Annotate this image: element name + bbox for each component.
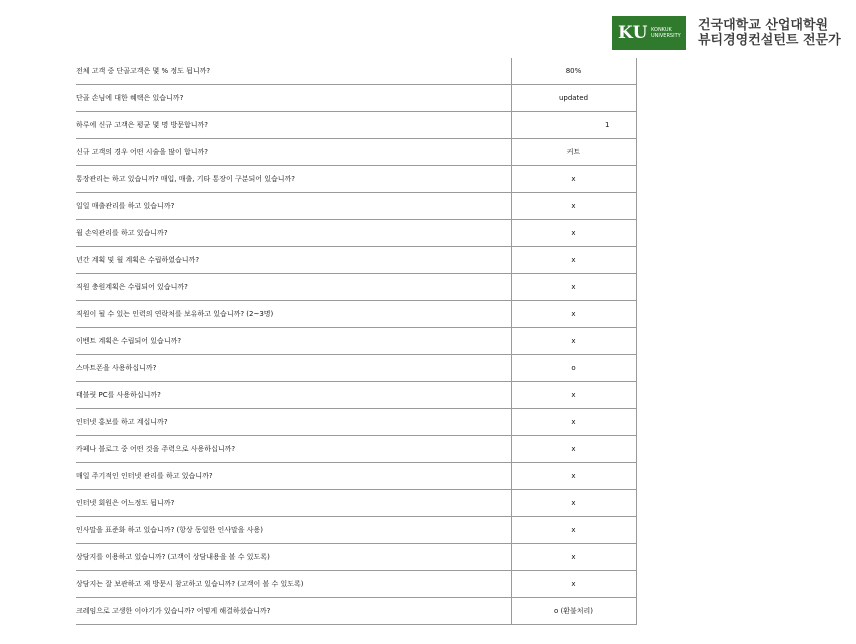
question-cell: 직원 충원계획은 수립되어 있습니까?	[76, 274, 511, 301]
survey-body	[76, 58, 636, 625]
answer-cell: x	[511, 328, 636, 355]
table-row	[76, 436, 636, 463]
question-cell: 태블릿 PC를 사용하십니까?	[76, 382, 511, 409]
question-cell: 년간 계획 및 월 계획은 수립하였습니까?	[76, 247, 511, 274]
answer-cell: x	[511, 490, 636, 517]
answer-cell: x	[511, 301, 636, 328]
question-cell: 전체 고객 중 단골고객은 몇 % 정도 됩니까?	[76, 58, 511, 85]
question-cell: 매일 주기적인 인터넷 관리를 하고 있습니까?	[76, 463, 511, 490]
table-row	[76, 193, 636, 220]
table-row	[76, 355, 636, 382]
question-cell: 인터넷 홍보를 하고 계십니까?	[76, 409, 511, 436]
table-row	[76, 166, 636, 193]
answer-cell: 80%	[511, 58, 636, 85]
answer-cell: updated	[511, 85, 636, 112]
answer-cell: x	[511, 571, 636, 598]
answer-cell: x	[511, 382, 636, 409]
survey-table	[76, 58, 637, 625]
table-row	[76, 517, 636, 544]
question-cell: 크레임으로 고생한 이야기가 있습니까? 어떻게 해결하셨습니까?	[76, 598, 511, 625]
table-row	[76, 220, 636, 247]
question-cell: 일일 매출관리를 하고 있습니까?	[76, 193, 511, 220]
question-cell: 직원이 될 수 있는 인력의 연락처를 보유하고 있습니까? (2~3명)	[76, 301, 511, 328]
table-row	[76, 301, 636, 328]
table-row	[76, 544, 636, 571]
university-logo	[612, 16, 850, 50]
question-cell: 통장관리는 하고 있습니까? 매입, 매출, 기타 통장이 구분되어 있습니까?	[76, 166, 511, 193]
table-row	[76, 139, 636, 166]
question-cell: 인터넷 회원은 어느정도 됩니까?	[76, 490, 511, 517]
table-row	[76, 571, 636, 598]
answer-cell: o (환불처리)	[511, 598, 636, 625]
table-row	[76, 382, 636, 409]
answer-cell: x	[511, 166, 636, 193]
answer-cell: o	[511, 355, 636, 382]
school-line-1: 건국대학교 산업대학원	[698, 18, 829, 33]
answer-cell: x	[511, 193, 636, 220]
table-row	[76, 274, 636, 301]
answer-cell: x	[511, 274, 636, 301]
question-cell: 월 손익관리를 하고 있습니까?	[76, 220, 511, 247]
table-row	[76, 409, 636, 436]
table-row	[76, 328, 636, 355]
question-cell: 인사말을 표준화 하고 있습니까? (항상 동일한 인사말을 사용)	[76, 517, 511, 544]
table-row	[76, 85, 636, 112]
answer-cell: x	[511, 544, 636, 571]
question-cell: 스마트폰을 사용하십니까?	[76, 355, 511, 382]
school-line-2: 뷰티경영컨설턴트 전문가	[698, 33, 841, 48]
table-row	[76, 58, 636, 85]
table-row	[76, 598, 636, 625]
table-row	[76, 112, 636, 139]
school-name	[698, 18, 841, 48]
question-cell: 이벤트 계획은 수립되어 있습니까?	[76, 328, 511, 355]
logo-mark: KU	[618, 23, 648, 43]
logo-subtext: KONKUK UNIVERSITY	[651, 27, 681, 39]
question-cell: 상담지는 잘 보관하고 재 방문시 참고하고 있습니까? (고객이 볼 수 있도록)	[76, 571, 511, 598]
question-cell: 하루에 신규 고객은 평균 몇 명 방문합니까?	[76, 112, 511, 139]
answer-cell: x	[511, 409, 636, 436]
table-row	[76, 247, 636, 274]
answer-cell: 커트	[511, 139, 636, 166]
question-cell: 상담지를 이용하고 있습니까? (고객이 상담내용을 볼 수 있도록)	[76, 544, 511, 571]
table-row	[76, 490, 636, 517]
answer-cell: x	[511, 436, 636, 463]
answer-cell: x	[511, 220, 636, 247]
question-cell: 카페나 블로그 중 어떤 것을 주력으로 사용하십니까?	[76, 436, 511, 463]
answer-cell: x	[511, 463, 636, 490]
answer-cell: x	[511, 247, 636, 274]
question-cell: 단골 손님에 대한 혜택은 있습니까?	[76, 85, 511, 112]
answer-cell: 1	[511, 112, 636, 139]
table-row	[76, 463, 636, 490]
ku-emblem	[612, 16, 686, 50]
question-cell: 신규 고객의 경우 어떤 시술을 많이 합니까?	[76, 139, 511, 166]
answer-cell: x	[511, 517, 636, 544]
